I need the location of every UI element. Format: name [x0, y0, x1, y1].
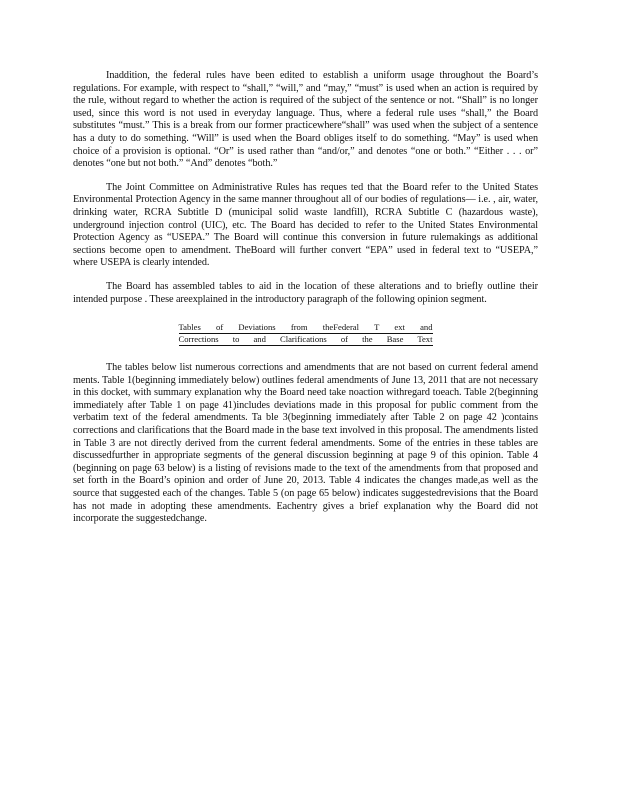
section-heading-line-1: Tables of Deviations from theFederal T ext and: [178, 322, 433, 333]
paragraph-tables-intro: The Board has assembled tables to aid in the location of these alterations and to briefly outline their intended purpose . These areexplained in the introductory paragraph of the following opinion segment.: [73, 280, 538, 305]
paragraph-usepa-naming: The Joint Committee on Administrative Rules has reques ted that the Board refer to the United States Environmental Protection Agency in the same manner throughout all of our bodies of regulations— i.e. , air, water, drinking water, RCRA Subtitle D (municipal solid waste landfill), RCRA Subtitle C (hazardous waste), underground injection control (UIC), etc. The Board has decided to refer to the United States Environmental Protection Agency as “USEPA.” The Board will continue this conversion in future rulemakings as additional sections become open to amendment. TheBoard will further convert “EPA” used in federal text to “USEPA,” where USEPA is clearly intended.: [73, 181, 538, 269]
section-heading-line-2: Corrections to and Clarifications of the Base Text: [179, 334, 433, 347]
section-heading: [179, 322, 433, 346]
paragraph-tables-description: The tables below list numerous corrections and amendments that are not based on current federal amend ments. Table 1(beginning immediately below) outlines federal amendments of June 13, 2011 that are not necessary in this docket, with summary explanation why the Board need take noaction withregard toeach. Table 2(beginning immediately after Table 1 on page 41)includes deviations made in this proposal for public comment from the verbatim text of the federal amendments. Ta ble 3(beginning immediately after Table 2 on page 42 )contains corrections and clarifications that the Board made in the base text involved in this proposal. The amendments listed in Table 3 are not directly derived from the current federal amendments. Some of the entries in these tables are discussedfurther in appropriate segments of the general discussion beginning at page 9 of this opinion. Table 4 (beginning on page 63 below) is a listing of revisions made to the text of the amendments from that proposed and set forth in the Board’s opinion and order of June 20, 2013. Table 4 indicates the changes made,as well as the source that suggested each of the changes. Table 5 (on page 65 below) indicates suggestedrevisions that the Board has not made in adopting these amendments. Eachentry gives a brief explanation why the Board did not incorporate the suggestedchange.: [73, 362, 538, 525]
paragraph-usage-conventions: Inaddition, the federal rules have been edited to establish a uniform usage throughout the Board’s regulations. For example, with respect to “shall,” “will,” and “may,” “must” is used when an action is required by the rule, without regard to whether the action is required of the subject of the sentence or not. “Shall” is no longer used, since this word is not used in everyday language. Thus, where a federal rule uses “shall,” the Board substitutes “must.” This is a break from our former practicewhere“shall” was used when the subject of a sentence has a duty to do something. “Will” is used when the Board obliges itself to do something. “May” is used when choice of a provision is optional. “Or” is used rather than “and/or,” and denotes “one or both.” “Either . . . or” denotes “one but not both.” “And” denotes “both.”: [73, 70, 538, 170]
